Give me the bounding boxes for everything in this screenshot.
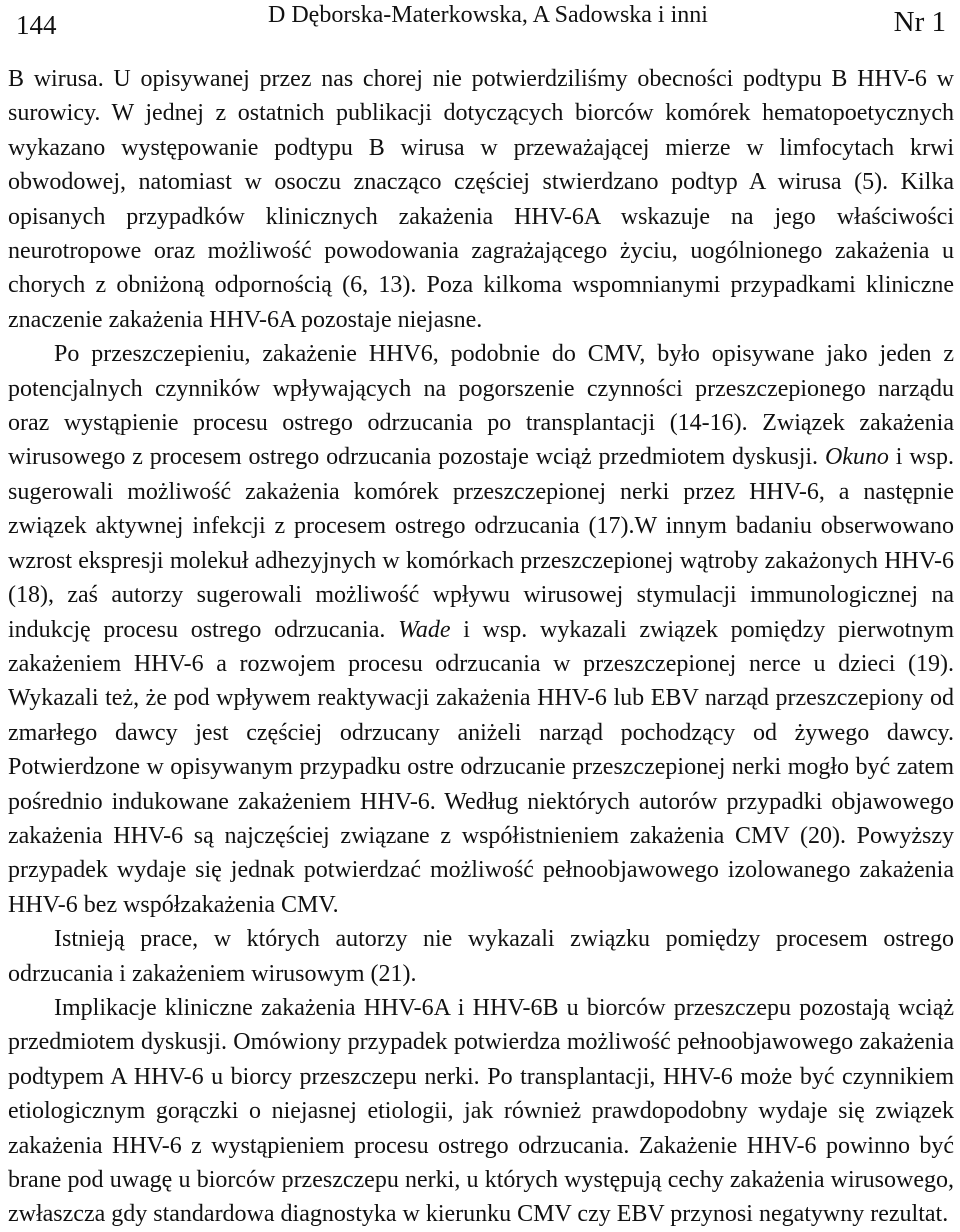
running-header <box>8 0 954 58</box>
paragraph-text: i wsp. sugerowali możliwość zakażenia komórek przeszczepionej nerki przez HHV-6, a następnie związek aktywnej infekcji z procesem ostrego odrzucania (17).W innym badaniu obserwowano wzrost ekspresji molekuł adhezyjnych w komórkach przeszczepionej wątroby zakażonych HHV-6 (18), zaś autorzy sugerowali możliwość wpływu wirusowej stymulacji immunologicznej na indukcję procesu ostrego odrzucania. <box>8 444 955 643</box>
paragraph-text: Implikacje kliniczne zakażenia HHV-6A i HHV-6B u biorców przeszczepu pozostają wciąż przedmiotem dyskusji. Omówiony przypadek potwierdza możliwość pełnoobjawowego zakażenia podtypem A HHV-6 u biorcy przeszczepu nerki. Po transplantacji, HHV-6 może być czynnikiem etiologicznym gorączki o niejasnej etiologii, jak również prawdopodobny wydaje się związek zakażenia HHV-6 z wystąpieniem procesu ostrego odrzucania. Zakażenie HHV-6 powinno być brane pod uwagę u biorców przeszczepu nerki, u których występują cechy zakażenia wirusowego, zwłaszcza gdy standardowa diagnostyka w kierunku CMV czy EBV przynosi negatywny rezultat. <box>8 994 954 1228</box>
article-body <box>8 62 954 1232</box>
paragraph-text: B wirusa. U opisywanej przez nas chorej nie potwierdziliśmy obecności podtypu B HHV-6 w surowicy. W jednej z ostatnich publikacji dotyczących biorców komórek hematopoetycznych wykazano występowanie podtypu B wirusa w przeważającej mierze w limfocytach krwi obwodowej, natomiast w osoczu znacząco częściej stwierdzano podtyp A wirusa (5). Kilka opisanych przypadków klinicznych zakażenia HHV-6A wskazuje na jego właściwości neurotropowe oraz możliwość powodowania zagrażającego życiu, uogólnionego zakażenia u chorych z obniżoną odpornością (6, 13). Poza kilkoma wspomnianymi przypadkami kliniczne znaczenie zakażenia HHV-6A pozostaje niejasne. <box>8 66 954 333</box>
page-number: 144 <box>16 10 57 40</box>
issue-number: Nr 1 <box>893 6 946 38</box>
paragraph <box>8 62 954 337</box>
paragraph <box>8 991 954 1232</box>
paragraph-text: Istnieją prace, w których autorzy nie wykazali związku pomiędzy procesem ostrego odrzucania i zakażeniem wirusowym (21). <box>8 926 954 987</box>
paragraph <box>8 922 954 991</box>
author-name-italic: Wade <box>398 616 451 643</box>
running-title: D Dęborska-Materkowska, A Sadowska i inni <box>268 2 708 28</box>
paragraph-text: Po przeszczepieniu, zakażenie HHV6, podobnie do CMV, było opisywane jako jeden z potencjalnych czynników wpływających na pogorszenie czynności przeszczepionego narządu oraz wystąpienie procesu ostrego odrzucania po transplantacji (14-16). Związek zakażenia wirusowego z procesem ostrego odrzucania pozostaje wciąż przedmiotem dyskusji. <box>8 341 954 471</box>
author-name-italic: Okuno <box>824 444 889 471</box>
paragraph <box>8 337 954 922</box>
paragraph-text: i wsp. wykazali związek pomiędzy pierwotnym zakażeniem HHV-6 a rozwojem procesu odrzucania w przeszczepionej nerce u dzieci (19). Wykazali też, że pod wpływem reaktywacji zakażenia HHV-6 lub EBV narząd przeszczepiony od zmarłego dawcy jest częściej odrzucany aniżeli narząd pochodzący od żywego dawcy. Potwierdzone w opisywanym przypadku ostre odrzucanie przeszczepionej nerki mogło być zatem pośrednio indukowane zakażeniem HHV-6. Według niektórych autorów przypadki objawowego zakażenia HHV-6 są najczęściej związane z współistnieniem zakażenia CMV (20). Powyższy przypadek wydaje się jednak potwierdzać możliwość pełnoobjawowego izolowanego zakażenia HHV-6 bez współzakażenia CMV. <box>8 616 954 918</box>
